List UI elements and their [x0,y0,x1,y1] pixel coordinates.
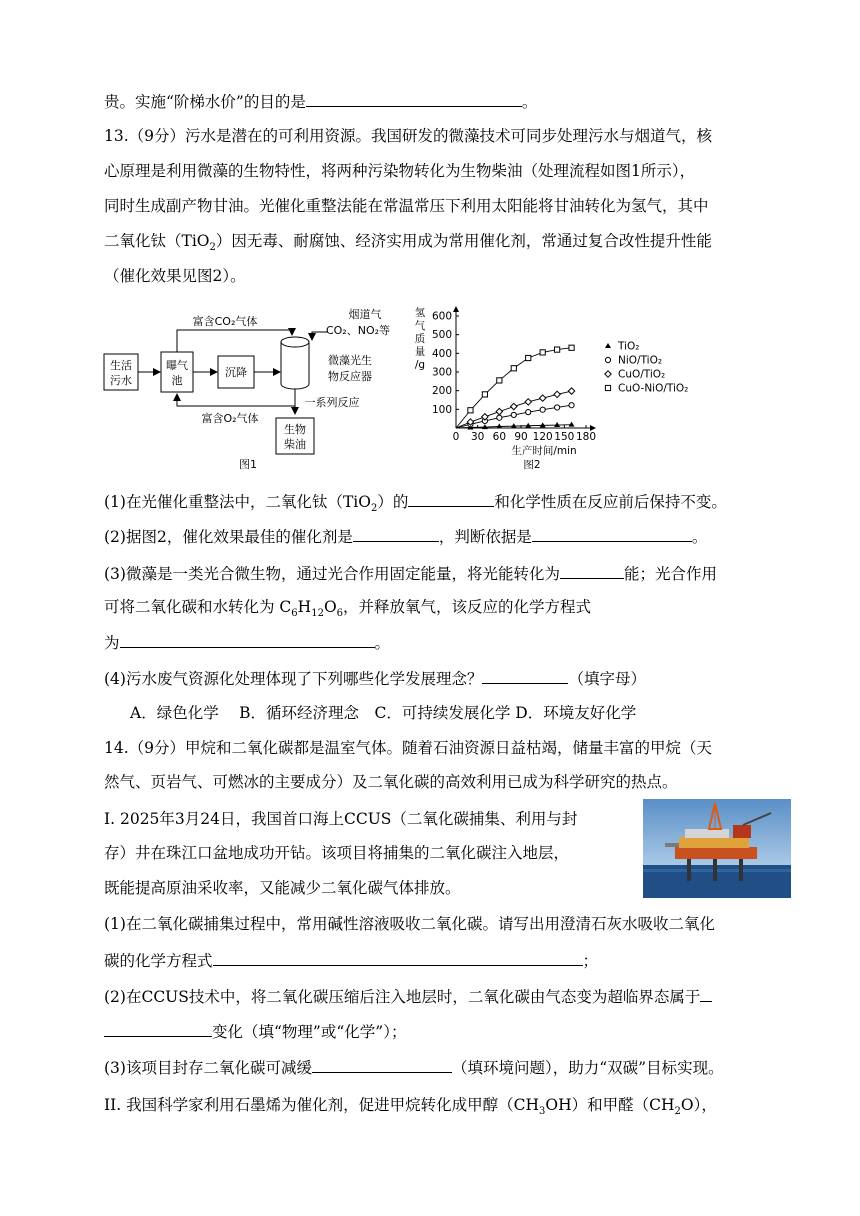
line-1 [104,90,537,112]
q14-para-2: 然气、页岩气、可燃冰的主要成分）及二氧化碳的高效利用已成为科学研究的热点。 [104,773,678,791]
data-point [526,410,531,415]
data-point [497,415,502,420]
q13-item-3-line-3 [104,631,390,653]
text: (4)污水废气资源化处理体现了下列哪些化学发展理念？ [104,670,483,688]
answer-blank[interactable] [532,525,692,542]
series-reactions-label: 一系列反应 [304,396,360,409]
y-tick-label: 600 [431,310,452,323]
data-point [525,399,531,405]
text: ，判断依据是 [438,528,532,546]
text: 。 [691,528,708,546]
aeration-label-2: 池 [171,374,183,387]
figure-2-chart [408,304,738,476]
text: 贵。实施“阶梯水价”的目的是 [104,93,306,111]
q14-II-line-1: II. 我国科学家利用石墨烯为催化剂，促进甲烷转化成甲醇$(CH_3OH)$和甲醛$(CH_2O)$， [104,1096,717,1118]
q14-item-2-line-1 [104,985,712,1007]
diesel-label-1: 生物 [284,423,306,436]
answer-blank[interactable] [560,562,624,579]
y-axis-label: 氢气质量/g [414,307,426,371]
settling-label: 沉降 [225,366,247,379]
x-tick-label: 60 [492,431,507,443]
text: ）和甲醛（ [571,1096,650,1114]
answer-blank[interactable] [312,1056,452,1073]
answer-blank[interactable] [306,90,522,107]
answer-blank[interactable] [408,490,494,507]
data-point [568,388,574,394]
co2-rich-label: 富含CO₂气体 [192,315,258,328]
text: (2)据图2，催化效果最佳的催化剂是 [104,528,353,546]
q14-para-1: 14.（9分）甲烷和二氧化碳都是温室气体。随着石油资源日益枯竭，储量丰富的甲烷（天 [104,739,713,757]
figure-1-flow-diagram [100,306,390,476]
reactor-label-1: 微藻光生 [328,354,372,367]
answer-blank[interactable] [482,667,568,684]
data-point [511,403,517,409]
flue-gas-label: 烟道气 [348,308,382,321]
offshore-platform-photo [643,799,791,898]
sewage-label-2: 污水 [110,374,132,387]
text: 变化（填“物理”或“化学”）； [212,1023,407,1041]
data-point [569,345,574,350]
data-point [554,391,560,397]
y-tick-label: 200 [431,385,452,398]
aeration-label-1: 曝气 [166,359,188,372]
q13-item-1: (1)在光催化重整法中，二氧化钛（TiO$_2$）的 和化学性质在反应前后保持不变。 [104,490,727,512]
text: CH [649,1096,675,1114]
legend-label: CuO-NiO/TiO₂ [618,382,689,395]
q14-I-line-3: 既能提高原油采收率，又能减少二氧化碳气体排放。 [104,879,461,897]
legend-marker [605,357,610,362]
text: 能；光合作用 [623,565,717,583]
text: H [297,598,312,616]
text: 和化学性质在反应前后保持不变。 [494,493,727,511]
text: II. 我国科学家利用石墨烯为催化剂，促进甲烷转化成甲醇（ [104,1096,514,1114]
x-tick-label: 90 [514,431,528,443]
text: 。 [374,634,391,652]
reactor-cylinder [281,342,309,389]
data-point [540,407,545,412]
figure-1-caption: 图1 [239,458,257,471]
data-point [482,392,487,397]
data-point [555,347,560,352]
text: ，并释放氧气，该反应的化学方程式 [343,598,592,616]
answer-blank[interactable] [213,949,583,966]
q14-I-line-2: 存）井在珠江口盆地成功开钻。该项目将捕集的二氧化碳注入地层， [104,844,570,862]
q13-para-2: 心原理是利用微藻的生物特性，将两种污染物转化为生物柴油（处理流程如图1所示）， [104,162,696,180]
text: ； [582,952,599,970]
data-point [526,355,531,360]
text: ）， [693,1096,717,1114]
sewage-label-1: 生活 [110,359,132,372]
q13-item-4 [104,667,646,689]
data-point [497,378,502,383]
y-tick-label: 300 [431,366,452,379]
reactor-label-2: 物反应器 [328,370,372,383]
answer-blank[interactable] [353,525,439,542]
data-point [511,366,516,371]
data-point [496,408,502,414]
q13-para-5: （催化效果见图2）。 [104,267,246,285]
data-point [540,350,545,355]
data-point [569,422,575,427]
text: (1)在光催化重整法中，二氧化钛（TiO [104,493,371,511]
text: ）的 [377,493,409,511]
data-point [511,412,516,417]
x-tick-label: 30 [470,431,485,443]
x-tick-label: 180 [575,431,597,443]
q13-para-3: 同时生成副产物甘油。光催化重整法能在常温常压下利用太阳能将甘油转化为氢气，其中 [104,197,709,215]
data-point [468,408,473,413]
legend-label: NiO/TiO₂ [618,354,663,367]
y-tick-label: 100 [431,403,452,416]
text: (3)该项目封存二氧化碳可减缓 [104,1059,312,1077]
q14-item-1-line-1: (1)在二氧化碳捕集过程中，常用碱性溶液吸收二氧化碳。请写出用澄清石灰水吸收二氧化 [104,915,715,933]
text: （填环境问题），助力“双碳”目标实现。 [451,1059,724,1077]
q14-item-3 [104,1056,724,1078]
text: O [680,1096,694,1114]
text: （填字母） [568,670,646,688]
text: 。 [521,93,538,111]
text: CH [513,1096,539,1114]
q14-item-2-line-2 [104,1020,406,1042]
text: ）因无毒、耐腐蚀、经济实用成为常用催化剂，常通过复合改性提升性能 [215,232,712,250]
y-tick-label: 500 [431,329,452,342]
data-point [539,395,545,401]
legend-marker [605,343,611,348]
legend-marker [605,371,611,377]
x-tick-label: 120 [532,431,553,443]
text: OH [545,1096,572,1114]
data-point [569,403,574,408]
q13-item-3-line-1 [104,562,717,584]
q14-item-1-line-2 [104,949,598,971]
q13-para-1: 13.（9分）污水是潜在的可利用资源。我国研发的微藻技术可同步处理污水与烟道气，核 [104,127,713,145]
text: O [323,598,337,616]
q14-I-line-1: I. 2025年3月24日，我国首口海上CCUS（二氧化碳捕集、利用与封 [104,810,578,828]
legend-marker [605,385,610,390]
answer-blank[interactable] [104,1020,212,1037]
y-axis-arrow [453,306,459,312]
answer-blank[interactable] [120,631,375,648]
y-tick-label: 400 [431,347,452,360]
x-tick-label: 150 [554,431,575,443]
figure-2-caption: 图2 [523,459,541,471]
q13-item-2 [104,525,707,547]
q13-options: A．绿色化学 B．循环经济理念 C．可持续发展化学 D．环境友好化学 [130,704,637,722]
diesel-label-2: 柴油 [284,438,306,451]
flue-gas-components: CO₂、NO₂等 [325,324,390,337]
text: 碳的化学方程式 [104,952,213,970]
o2-rich-label: 富含O₂气体 [201,412,259,425]
data-point [555,405,560,410]
text: (2)在CCUS技术中，将二氧化碳压缩后注入地层时，二氧化碳由气态变为超临界态属于 [104,988,701,1006]
text: 二氧化钛（TiO [104,232,210,250]
answer-blank[interactable] [700,985,712,1002]
x-tick-label: 0 [452,431,460,443]
legend-label: CuO/TiO₂ [618,368,666,381]
text: (3)微藻是一类光合微生物，通过光合作用固定能量，将光能转化为 [104,565,560,583]
text: 可将二氧化碳和水转化为 C [104,598,292,616]
legend-label: TiO₂ [618,340,640,353]
q13-para-4: 二氧化钛（TiO$_2$）因无毒、耐腐蚀、经济实用成为常用催化剂，常通过复合改性提升性能 [104,232,712,254]
x-axis-label: 生产时间/min [511,445,577,457]
q13-item-3-line-2: 可将二氧化碳和水转化为 $C_6H_{12}O_6$，并释放氧气，该反应的化学方程式 [104,598,592,620]
text: 为 [104,634,120,652]
